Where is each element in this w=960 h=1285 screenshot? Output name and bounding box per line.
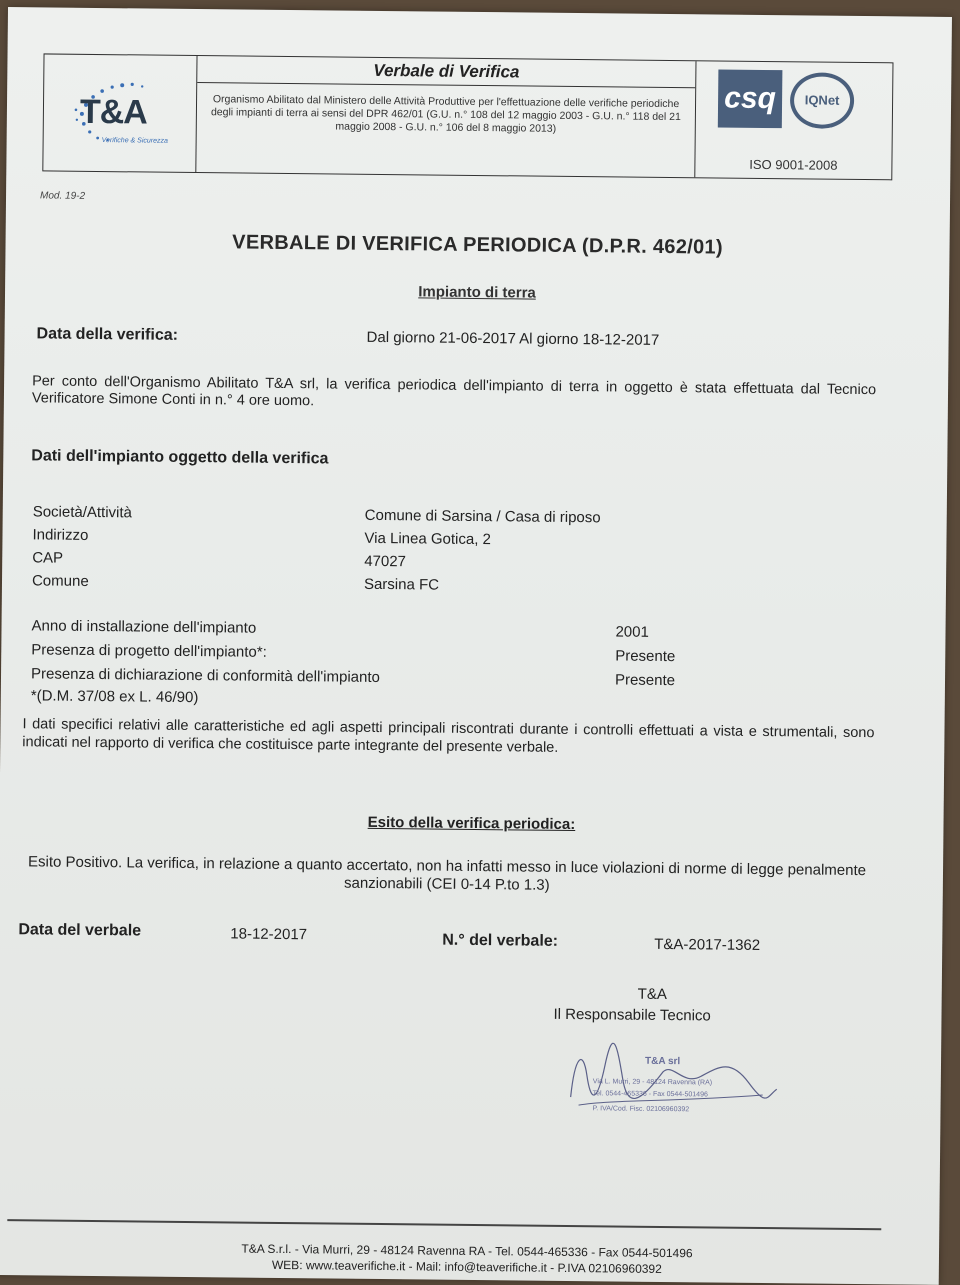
page-title: VERBALE DI VERIFICA PERIODICA (D.P.R. 462/01) — [232, 231, 723, 259]
installation-value: Presente — [614, 671, 676, 690]
footer-divider — [7, 1219, 881, 1230]
installation-key: Anno di installazione dell'impianto — [31, 617, 257, 637]
plant-data-value: Sarsina FC — [363, 575, 440, 594]
plant-data-heading: Dati dell'impianto oggetto della verifica — [31, 447, 329, 468]
plant-data-key: CAP — [32, 549, 64, 567]
certification-logos — [695, 61, 892, 179]
report-number-value: T&A-2017-1362 — [654, 935, 761, 954]
csq-logo-icon: csq — [718, 69, 783, 128]
stamp-line: T&A srl — [644, 1055, 681, 1068]
installation-footnote: *(D.M. 37/08 ex L. 46/90) — [30, 687, 199, 707]
report-number-label: N.° del verbale: — [442, 931, 559, 950]
intro-paragraph: Per conto dell'Organismo Abilitato T&A srl, la verifica periodica dell'impianto di terra in oggetto è stata effettuata dal Tecnico Verificatore Simone Conti in n.° 4 ore uomo. — [31, 373, 877, 410]
report-date-label: Data del verbale — [18, 921, 142, 940]
company-stamp-signature — [552, 1035, 783, 1125]
specific-data-paragraph: I dati specifici relativi alle caratteristiche ed agli aspetti principali riscontrati durante i controlli effettuati a vista e strumentali, sono indicati nel rapporto di verifica che costituisce parte integrante del presente verbale. — [22, 716, 875, 756]
plant-data-value: Via Linea Gotica, 2 — [364, 529, 492, 549]
footer-address: T&A S.r.l. - Via Murri, 29 - 48124 Ravenna RA - Tel. 0544-465336 - Fax 0544-501496 — [241, 1241, 693, 1261]
logo-tagline: Verifiche & Sicurezza — [101, 137, 168, 145]
installation-key: Presenza di dichiarazione di conformità dell'impianto — [30, 665, 381, 686]
page-subtitle: Impianto di terra — [418, 283, 536, 302]
header-title: Verbale di Verifica — [197, 56, 695, 88]
report-date-value: 18-12-2017 — [230, 925, 308, 944]
document-page — [0, 7, 952, 1285]
outcome-heading: Esito della verifica periodica: — [367, 813, 576, 834]
logo-brand: T&A — [79, 92, 148, 132]
header-center — [196, 56, 696, 177]
model-code: Mod. 19-2 — [39, 190, 86, 202]
installation-value: Presente — [615, 647, 676, 666]
plant-data-key: Comune — [31, 572, 89, 590]
stamp-line: Via L. Murri, 29 - 48124 Ravenna (RA) — [592, 1078, 713, 1087]
signatory-company: T&A — [637, 985, 667, 1004]
footer-contacts: WEB: www.teaverifiche.it - Mail: info@teaverifiche.it - P.IVA 02106960392 — [271, 1257, 662, 1276]
installation-key: Presenza di progetto dell'impianto*: — [31, 641, 267, 661]
company-logo — [43, 54, 197, 172]
verification-date-value: Dal giorno 21-06-2017 Al giorno 18-12-2017 — [366, 328, 660, 349]
verification-date-label: Data della verifica: — [36, 325, 179, 344]
stamp-line: P. IVA/Cod. Fisc. 02106960392 — [592, 1105, 690, 1114]
stamp-line: Tel. 0544-465336 - Fax 0544-501496 — [592, 1090, 708, 1099]
signatory-role: Il Responsabile Tecnico — [553, 1005, 711, 1025]
plant-data-key: Indirizzo — [32, 526, 89, 544]
outcome-paragraph: Esito Positivo. La verifica, in relazione a quanto accertato, non ha infatti messo in luce violazioni di norme di legge penalmente sanzionabili (CEI 0-14 P.to 1.3) — [27, 853, 867, 894]
header-description: Organismo Abilitato dal Ministero delle Attività Produttive per l'effettuazione delle verifiche periodiche degli impianti di terra ai sensi del DPR 462/01 (G.U. n.° 108 del 12 maggio 2003 - G.U. n.° 118 del 21 maggio 2008 - G.U. n.° 106 del 8 maggio 2013) — [210, 93, 681, 135]
iso-label: ISO 9001-2008 — [749, 156, 838, 173]
plant-data-value: Comune di Sarsina / Casa di riposo — [364, 506, 601, 527]
installation-value: 2001 — [615, 623, 649, 641]
plant-data-value: 47027 — [364, 552, 407, 571]
iqnet-logo-icon: IQNet — [790, 72, 855, 129]
document-header — [42, 53, 893, 180]
plant-data-key: Società/Attività — [32, 503, 133, 522]
